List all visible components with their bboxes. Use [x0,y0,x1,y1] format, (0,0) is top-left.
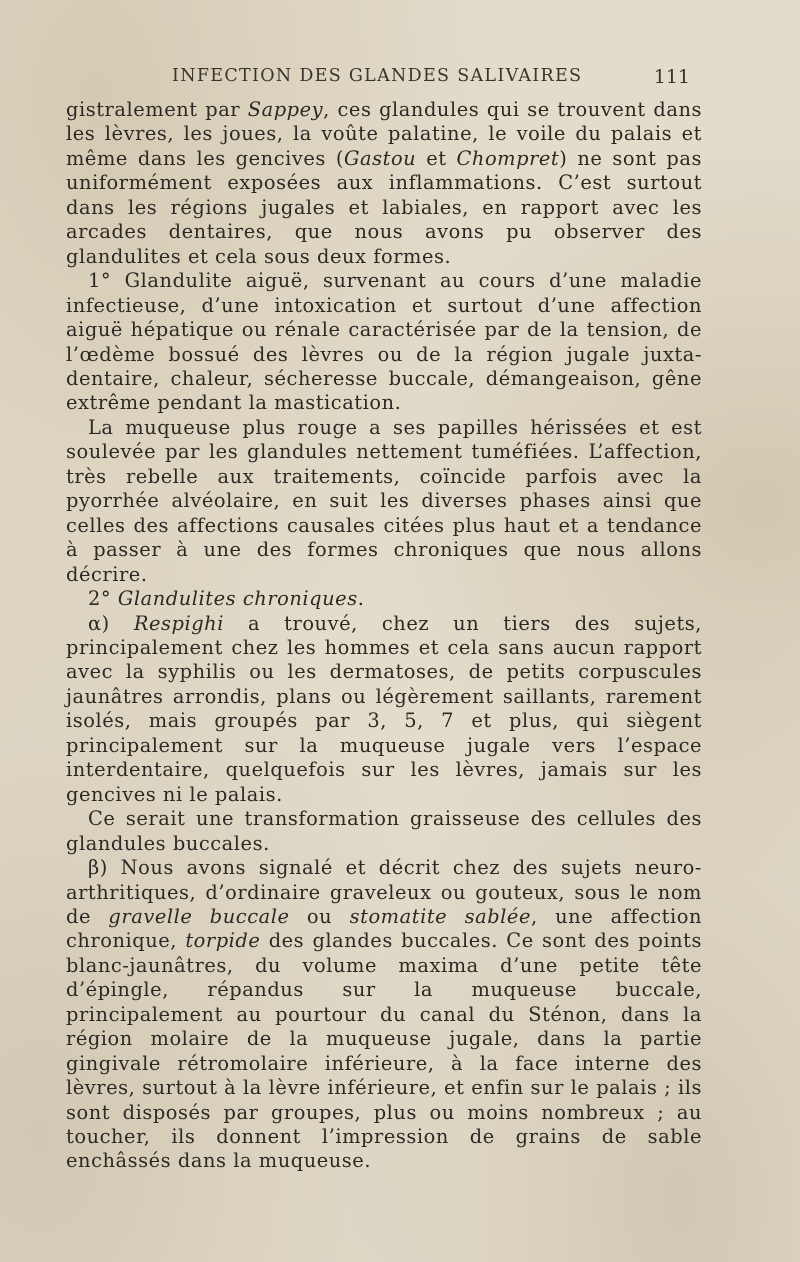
text-run: La muqueuse plus rouge a ses papilles hérissées et est soulevée par les glandules nettement tuméfiées. L’affection, très rebelle aux traitements, coïncide parfois avec la pyorrhée alvéolaire, en suit les diverses phases ainsi que celles des affections causales citées plus haut et a tendance à passer à une des formes chroniques que nous allons décrire. [66,415,702,586]
italic-text: Chompret [456,146,560,170]
italic-text: gravelle buccale [108,904,290,928]
running-head [66,62,702,96]
text-run: ) ne sont pas uniformément exposées aux inflammations. C’est surtout dans les régions jugales et labiales, en rapport avec les arcades dentaires, que nous avons pu observer des glandulites et cela sous deux formes. [66,146,702,268]
running-title: INFECTION DES GLANDES SALIVAIRES [172,66,583,86]
text-run: des glandes buccales. Ce sont des points blanc-jaunâtres, du volume maxima d’une petite tête d’épingle, répandus sur la muqueuse buccale, principalement au pourtour du canal du Sténon, dans la région molaire de la muqueuse jugale, dans la partie gingivale rétromolaire inférieure, à la face interne des lèvres, surtout à la lèvre inférieure, et enfin sur le palais ; ils sont disposés par groupes, plus ou moins nombreux ; au toucher, ils donnent l’impression de grains de sable enchâssés dans la muqueuse. [66,929,702,1173]
text-run: 2° [88,587,118,611]
text-run: gistralement par [66,98,248,121]
text-run: ou [289,904,350,928]
text-run: β) Nous avons signalé et décrit chez des sujets neuro-arthritiques, d’ordinaire graveleux ou gouteux, sous le nom de [66,856,702,928]
body-text [66,98,702,1174]
italic-text: stomatite sablée [349,904,531,928]
paragraph [66,612,702,808]
text-run: α) [88,611,134,635]
italic-text: torpide [185,929,261,953]
paragraph [66,98,702,269]
book-page [66,62,702,1174]
italic-text: Gastou [343,146,417,170]
italic-text: Respighi [133,611,224,635]
text-run: et [416,146,457,170]
text-run: Ce serait une transformation graisseuse des cellules des glandules buccales. [66,807,702,855]
paragraph [66,807,702,856]
text-run: , ces glandules qui se trouvent dans les lèvres, les joues, la voûte palatine, le voile du palais et même dans les gencives ( [66,98,702,170]
paragraph [66,587,702,611]
text-run: 1° Glandulite aiguë, survenant au cours d’une maladie infectieuse, d’une intoxication et surtout d’une affection aiguë hépatique ou rénale caractérisée par de la tension, de l’œdème bossué des lèvres ou de la région jugale juxta-dentaire, chaleur, sécheresse buccale, démangeaison, gêne extrême pendant la mastication. [66,269,702,415]
italic-text: Glandulites chroniques [117,587,358,611]
paragraph [66,416,702,587]
text-run: a trouvé, chez un tiers des sujets, principalement chez les hommes et cela sans aucun rapport avec la syphilis ou les dermatoses, de petits corpuscules jaunâtres arrondis, plans ou légèrement saillants, rarement isolés, mais groupés par 3, 5, 7 et plus, qui siègent principalement sur la muqueuse jugale vers l’espace interdentaire, quelquefois sur les lèvres, jamais sur les gencives ni le palais. [66,611,702,806]
paragraph [66,269,702,416]
page-number: 111 [653,66,690,88]
text-run: . [357,587,365,611]
text-run: , une affection chronique, [66,904,702,953]
italic-text: Sappey [247,98,324,121]
paragraph [66,856,702,1174]
